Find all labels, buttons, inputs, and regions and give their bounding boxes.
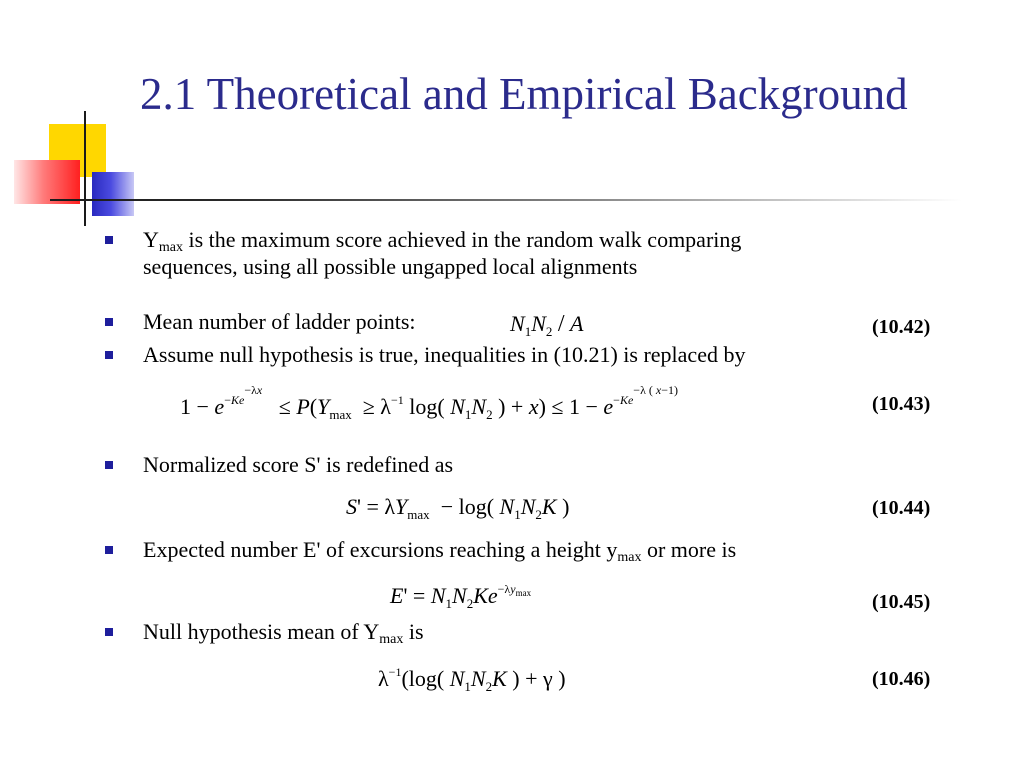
null-mean-text: Null hypothesis mean of Y <box>143 619 380 644</box>
equation-number-1046: (10.46) <box>872 668 931 690</box>
decor-horizontal-rule <box>50 199 962 201</box>
null-mean-subscript: max <box>379 632 404 647</box>
bullet-expected-excursions <box>143 536 736 563</box>
decor-blue-square <box>92 172 134 216</box>
equation-number-1042: (10.42) <box>872 316 931 338</box>
ymax-text-line1: is the maximum score achieved in the random walk comparing <box>183 227 742 252</box>
null-mean-text-after: is <box>403 619 424 644</box>
decor-red-square <box>14 160 80 204</box>
formula-ladder-points: $N_1N_2$ / A <box>510 311 584 339</box>
formula-1045: $E' = N_1N_2Ke^{-\lambda y_{max}}$ <box>390 582 532 611</box>
equation-number-1045: (10.45) <box>872 591 931 613</box>
excursions-text-after: or more is <box>641 537 737 562</box>
ymax-text-line2: sequences, using all possible ungapped local alignments <box>143 254 638 279</box>
bullet-null-hypothesis: Assume null hypothesis is true, inequalities in (10.21) is replaced by <box>143 342 746 367</box>
bullet-marker <box>105 628 113 636</box>
bullet-marker <box>105 236 113 244</box>
ymax-subscript: max <box>158 240 183 255</box>
excursions-text: Expected number E' of excursions reaching a height y <box>143 537 618 562</box>
slide-title: 2.1 Theoretical and Empirical Background <box>140 69 908 119</box>
excursions-subscript: max <box>617 550 642 565</box>
equation-number-1043: (10.43) <box>872 393 931 415</box>
equation-number-1044: (10.44) <box>872 497 931 519</box>
decor-vertical-line <box>84 111 86 226</box>
bullet-normalized-score: Normalized score S' is redefined as <box>143 452 454 477</box>
bullet-marker <box>105 461 113 469</box>
formula-1044: $S' = \lambda Y_{max} - \log$( $N_1N_2K$ ) <box>346 494 570 522</box>
bullet-ymax-definition <box>143 226 741 280</box>
formula-1043: $1 - e^{-Ke^{-\lambda x}} \le P(Y_{max} \ge \lambda^{-1}$ log( $N_1N_2$ ) + $x) \le 1 - e^{-Ke^{-\lambda ( x-1)}}$ <box>180 383 678 422</box>
bullet-ladder-points: Mean number of ladder points: <box>143 309 416 334</box>
bullet-marker <box>105 318 113 326</box>
bullet-null-mean <box>143 618 424 645</box>
ymax-var: Y <box>143 227 159 252</box>
formula-1046: $\lambda^{-1}(\log$( $N_1N_2K$ ) + γ ) <box>378 665 566 694</box>
bullet-marker <box>105 351 113 359</box>
bullet-marker <box>105 546 113 554</box>
